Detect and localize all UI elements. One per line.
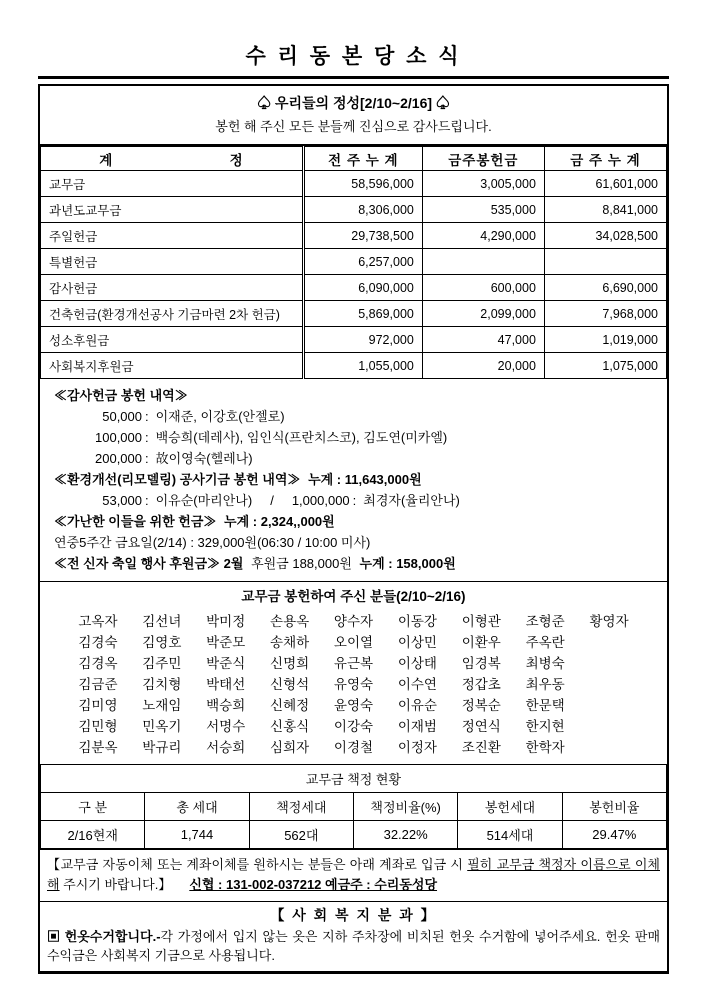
feast-fund-amount: 후원금 188,000원 [251,556,352,571]
donor-name: 유영숙 [333,677,374,692]
devotion-section [40,86,667,146]
donor-name: 이동강 [397,614,437,629]
donor-name: 최병숙 [525,656,565,671]
finance-table [40,146,667,379]
assessment-header-cell: 구 분 [41,793,145,821]
donor-name [577,716,641,737]
colon-separator: : [145,430,149,445]
donor-name: 최우동 [525,677,565,692]
donor-name: 김영호 [142,635,182,650]
donor-name: 서승희 [206,740,246,755]
donor-name: 서명수 [206,719,246,734]
assessment-title: 교무금 책정 현황 [41,765,667,793]
finance-prev-total-cell: 6,257,000 [303,249,422,275]
donor-name: 박준식 [206,656,246,671]
assessment-value-cell: 29.47% [562,821,666,849]
assessment-header-row [41,793,667,821]
donor-name: 김선녀 [142,614,182,629]
donor-name: 한학자 [525,740,565,755]
thanks-offering-title: ≪감사헌금 봉헌 내역≫ [54,388,188,403]
finance-header-week-offering: 금주봉헌금 [422,147,544,171]
page-title: 수 리 동 본 당 소 식 [245,45,462,68]
donor-name: 임경복 [461,656,501,671]
finance-week-total-cell: 34,028,500 [544,223,666,249]
welfare-lead: ▣ 헌옷수거합니다.- [47,929,161,944]
donor-name: 조진환 [461,740,501,755]
bank-account-info: 신협 : 131-002-037212 예금주 : 수리동성당 [189,877,438,892]
finance-week-offering-cell: 4,290,000 [422,223,544,249]
donor-name [577,653,641,674]
donor-name: 유근복 [333,656,374,671]
offering-notes-section [40,379,667,581]
welfare-text: 각 가정에서 입지 않는 옷은 지하 주차장에 비치된 헌옷 수거함에 넣어주세요. 헌옷 판매 수익금은 사회복지 기금으로 사용됩니다. [47,929,660,963]
donors-section [40,581,667,764]
poor-fund-title: ≪가난한 이들을 위한 헌금≫ [54,514,217,529]
transfer-notice-underlined: 필히 교무금 책정자 이름으로 이체해 [47,857,660,892]
poor-fund-title-line [54,511,653,532]
finance-table-body [41,171,667,379]
assessment-value-cell: 1,744 [145,821,249,849]
welfare-section [40,901,667,971]
finance-prev-total-cell: 1,055,000 [303,353,422,379]
donor-name: 백승희 [206,698,246,713]
renovation-fund-total: 누계 : 11,643,000원 [308,472,422,487]
assessment-value-cell: 562대 [249,821,353,849]
finance-row [41,223,667,249]
donor-name: 송채하 [270,635,310,650]
finance-row-label: 과년도교무금 [41,197,304,223]
finance-prev-total-cell: 972,000 [303,327,422,353]
finance-week-total-cell: 61,601,000 [544,171,666,197]
finance-row-label: 주일헌금 [41,223,304,249]
devotion-title: ♤ 우리들의 정성[2/10~2/16] ♤ [257,95,450,111]
renovation-amount-2: 1,000,000 [291,493,350,508]
finance-header-prev-total: 전 주 누 계 [303,147,422,171]
donor-name: 심희자 [270,740,310,755]
donor-name: 이상민 [397,635,437,650]
assessment-value-row [41,821,667,849]
assessment-header-cell: 봉헌비율 [562,793,666,821]
poor-fund-total: 누계 : 2,324,,000원 [224,514,335,529]
finance-week-total-cell: 8,841,000 [544,197,666,223]
donor-name [577,737,641,758]
finance-row [41,327,667,353]
assessment-header-cell: 책정세대 [249,793,353,821]
finance-week-total-cell [544,249,666,275]
bulletin-body [38,84,669,974]
finance-week-offering-cell: 600,000 [422,275,544,301]
finance-header-account-left: 계 [99,152,114,168]
donor-name: 김민형 [78,719,118,734]
feast-fund-line [54,553,653,574]
finance-row-label: 교무금 [41,171,304,197]
finance-row-label: 사회복지후원금 [41,353,304,379]
donor-name: 김경옥 [78,656,118,671]
transfer-notice-text-end: 주시기 바랍니다.】 [59,877,172,892]
renovation-name-2: 최경자(율리안나) [363,493,460,508]
donor-name: 주옥란 [525,635,565,650]
donor-name: 한지현 [525,719,565,734]
thanks-offering-item [54,406,653,427]
renovation-name-1: 이유순(마리안나) [155,493,253,508]
poor-fund-schedule: 연중5주간 금요일(2/14) : 329,000원(06:30 / 10:00 미사) [54,535,371,550]
title-divider [38,76,669,79]
finance-header-week-total: 금 주 누 계 [544,147,666,171]
colon-separator: : [145,409,149,424]
assessment-value-cell: 514세대 [458,821,562,849]
donor-name: 신홍식 [270,719,310,734]
donor-name: 박태선 [206,677,246,692]
donor-name: 김주민 [142,656,182,671]
donor-name: 이유순 [397,698,437,713]
donor-name: 이재범 [397,719,437,734]
assessment-header-cell: 총 세대 [145,793,249,821]
donor-name [577,695,641,716]
finance-week-total-cell: 7,968,000 [544,301,666,327]
donors-title: 교무금 봉헌하여 주신 분들(2/10~2/16) [241,589,466,604]
finance-row-label: 감사헌금 [41,275,304,301]
finance-header-account-right: 정 [229,152,244,168]
donor-name: 박미정 [206,614,246,629]
donor-name: 김경숙 [78,635,118,650]
renovation-fund-title: ≪환경개선(리모델링) 공사기금 봉헌 내역≫ [54,472,301,487]
finance-row [41,353,667,379]
feast-fund-title: ≪전 신자 축일 행사 후원금≫ 2월 [54,556,244,571]
donor-name [577,674,641,695]
finance-header-account [41,147,304,171]
donor-name: 이환우 [461,635,501,650]
assessment-value-cell: 2/16현재 [41,821,145,849]
colon-separator: : [145,451,149,466]
finance-week-offering-cell [422,249,544,275]
finance-header-row [41,147,667,171]
donor-name: 박준모 [206,635,246,650]
welfare-body [47,927,660,965]
finance-week-offering-cell: 3,005,000 [422,171,544,197]
finance-row [41,301,667,327]
finance-row-label: 건축헌금(환경개선공사 기금마련 2차 헌금) [41,301,304,327]
donor-name: 윤영숙 [333,698,374,713]
offering-donor-names: 백승희(데레사), 임인식(프란치스코), 김도연(미카엘) [155,430,448,445]
finance-row [41,249,667,275]
donor-name: 이경철 [333,740,374,755]
donor-name: 정연식 [461,719,501,734]
donor-name: 김치형 [142,677,182,692]
donor-name: 김미영 [78,698,118,713]
finance-row [41,197,667,223]
donor-name: 김분옥 [78,740,118,755]
finance-row [41,171,667,197]
donor-name: 오이열 [333,635,374,650]
feast-fund-total: 누계 : 158,000원 [359,556,456,571]
offering-amount: 200,000 [95,451,142,466]
donor-name [577,632,641,653]
thanks-offering-item [54,448,653,469]
finance-prev-total-cell: 8,306,000 [303,197,422,223]
offering-donor-names: 故이영숙(헬레나) [155,451,253,466]
finance-week-offering-cell: 2,099,000 [422,301,544,327]
finance-week-total-cell: 1,019,000 [544,327,666,353]
assessment-value-cell: 32.22% [353,821,457,849]
finance-week-offering-cell: 47,000 [422,327,544,353]
offering-donor-names: 이재준, 이강호(안젤로) [155,409,285,424]
finance-week-offering-cell: 535,000 [422,197,544,223]
thanks-offering-list [54,406,653,469]
finance-week-total-cell: 1,075,000 [544,353,666,379]
donor-name: 신혜정 [270,698,310,713]
assessment-title-row [41,765,667,793]
donor-name: 고옥자 [78,614,118,629]
donors-grid [40,611,667,758]
finance-prev-total-cell: 29,738,500 [303,223,422,249]
donor-name: 조형준 [525,614,565,629]
assessment-table [40,764,667,849]
assessment-header-cell: 책정비율(%) [353,793,457,821]
renovation-fund-title-line [54,469,653,490]
donor-name: 이상태 [397,656,437,671]
donor-name: 박규리 [142,740,182,755]
donor-name: 이수연 [397,677,437,692]
thanks-offering-item [54,427,653,448]
welfare-title: 【 사 회 복 지 분 과 】 [270,907,437,923]
colon-separator: : [145,493,149,508]
donor-name: 정복순 [461,698,501,713]
finance-week-offering-cell: 20,000 [422,353,544,379]
donor-name: 이강숙 [333,719,374,734]
donor-name: 이형관 [461,614,501,629]
assessment-header-cell: 봉헌세대 [458,793,562,821]
finance-prev-total-cell: 6,090,000 [303,275,422,301]
transfer-notice-text: 【교무금 자동이체 또는 계좌이체를 원하시는 분들은 아래 계좌로 입금 시 [47,857,468,872]
renovation-amount-1: 53,000 [102,493,142,508]
donor-name: 한문택 [525,698,565,713]
devotion-subtitle: 봉헌 해 주신 모든 분들께 진심으로 감사드립니다. [215,119,492,134]
transfer-notice-section [40,849,667,901]
finance-row-label: 특별헌금 [41,249,304,275]
offering-amount: 50,000 [102,409,142,424]
finance-prev-total-cell: 5,869,000 [303,301,422,327]
donor-name: 민옥기 [142,719,182,734]
finance-row-label: 성소후원금 [41,327,304,353]
donor-name: 신명희 [270,656,310,671]
donor-name: 신형석 [270,677,310,692]
donor-name: 정갑초 [461,677,501,692]
offering-amount: 100,000 [95,430,142,445]
slash-separator: / [270,493,274,508]
donor-name: 노재임 [142,698,182,713]
donor-name: 이정자 [397,740,437,755]
donor-name: 양수자 [333,614,374,629]
donor-name: 김금준 [78,677,118,692]
donor-name: 손용옥 [270,614,310,629]
colon-separator: : [352,493,357,508]
finance-row [41,275,667,301]
finance-prev-total-cell: 58,596,000 [303,171,422,197]
donor-name: 황영자 [589,614,629,629]
finance-week-total-cell: 6,690,000 [544,275,666,301]
renovation-fund-detail-line [54,490,653,511]
